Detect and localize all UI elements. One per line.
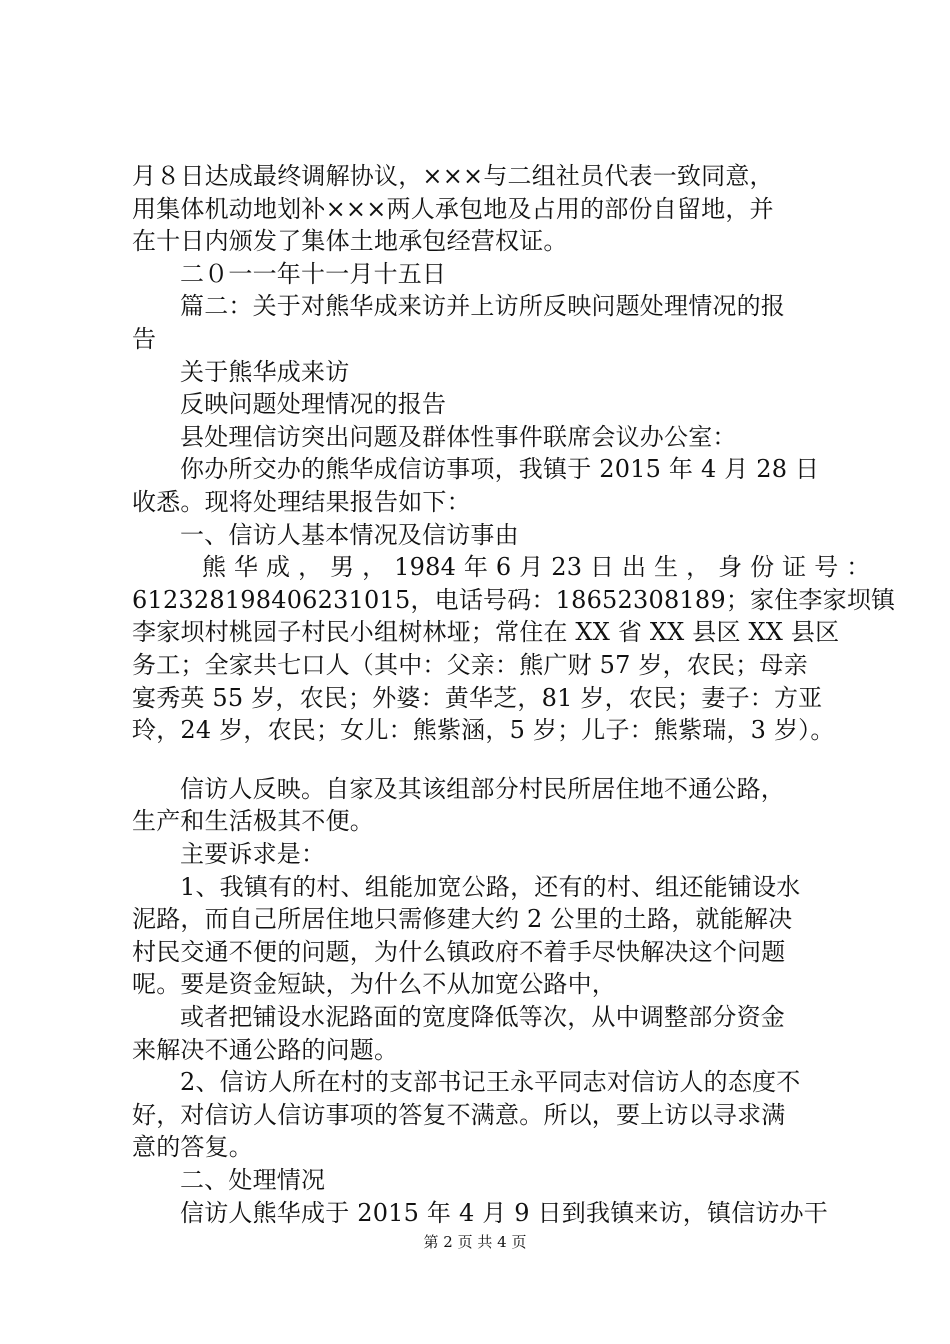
body-line: 或者把铺设水泥路面的宽度降低等次，从中调整部分资金: [180, 1003, 785, 1031]
body-line: 612328198406231015，电话号码：18652308189；家住李家坝镇: [132, 585, 896, 614]
body-line: 李家坝村桃园子村民小组树林垭；常住在 XX 省 XX 县区 XX 县区: [132, 618, 840, 647]
body-line: 用集体机动地划补×××两人承包地及占用的部份自留地，并: [132, 194, 774, 223]
body-line: 村民交通不便的问题，为什么镇政府不着手尽快解决这个问题: [132, 937, 786, 966]
addressee: 县处理信访突出问题及群体性事件联席会议办公室：: [180, 422, 737, 451]
section-heading: 告: [132, 325, 157, 353]
list-item: 1、我镇有的村、组能加宽公路，还有的村、组还能铺设水: [180, 872, 801, 901]
report-title: 反映问题处理情况的报告: [180, 390, 447, 419]
body-line: 宴秀英 55 岁，农民；外婆：黄华芝，81 岁，农民；妻子：方亚: [132, 683, 823, 712]
body-line: 务工；全家共七口人（其中：父亲：熊广财 57 岁，农民；母亲: [132, 651, 808, 679]
body-line: 信访人反映。自家及其该组部分村民所居住地不通公路，: [180, 774, 785, 803]
body-line: 熊 华 成 ， 男 ， 1984 年 6 月 23 日 出 生 ， 身 份 证 号 ：: [202, 553, 871, 582]
body-line: 收悉。现将处理结果报告如下：: [132, 488, 471, 516]
section-heading: 篇二：关于对熊华成来访并上访所反映问题处理情况的报: [180, 292, 785, 321]
body-line: 主要诉求是：: [180, 840, 326, 868]
body-line: 信访人熊华成于 2015 年 4 月 9 日到我镇来访，镇信访办干: [180, 1198, 828, 1227]
body-line: 呢。要是资金短缺，为什么不从加宽公路中，: [132, 970, 616, 999]
body-line: 好，对信访人信访事项的答复不满意。所以，要上访以寻求满: [132, 1100, 786, 1129]
body-line: 玲，24 岁，农民；女儿：熊紫涵，5 岁；儿子：熊紫瑞，3 岁）。: [132, 716, 835, 745]
date-line: 二０一一年十一月十五日: [180, 259, 447, 288]
body-line: 你办所交办的熊华成信访事项，我镇于 2015 年 4 月 28 日: [180, 455, 820, 484]
body-line: 生产和生活极其不便。: [132, 807, 374, 836]
list-item: 2、信访人所在村的支部书记王永平同志对信访人的态度不: [180, 1068, 801, 1097]
body-line: 月８日达成最终调解协议，×××与二组社员代表一致同意，: [132, 162, 774, 190]
page-number: 第 2 页 共 4 页: [423, 1233, 527, 1251]
body-line: 来解决不通公路的问题。: [132, 1035, 399, 1064]
body-line: 泥路，而自己所居住地只需修建大约 2 公里的土路，就能解决: [132, 905, 793, 934]
body-line: 意的答复。: [132, 1133, 253, 1162]
subheading: 一、信访人基本情况及信访事由: [180, 520, 519, 549]
subheading: 二、处理情况: [180, 1166, 326, 1194]
report-title: 关于熊华成来访: [180, 357, 350, 386]
body-line: 在十日内颁发了集体土地承包经营权证。: [132, 227, 568, 256]
